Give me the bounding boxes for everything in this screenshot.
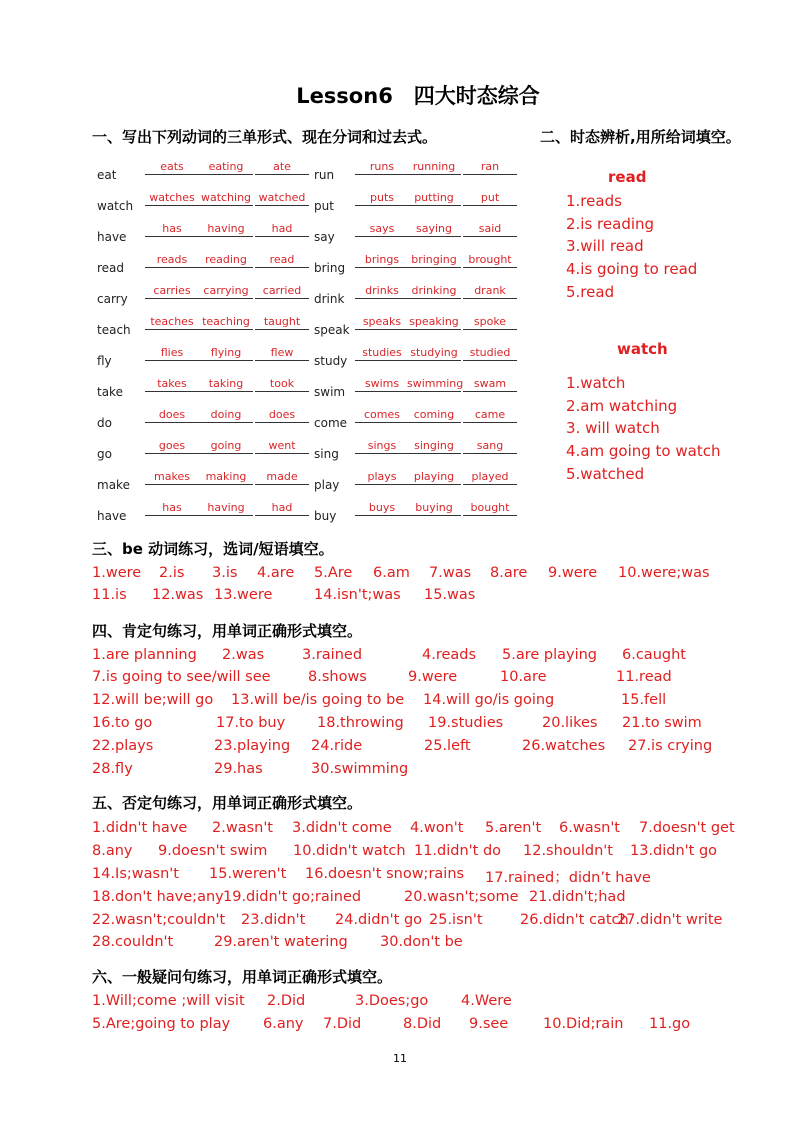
verb-form: goes [145, 439, 199, 454]
verb-row [97, 253, 527, 284]
answer-line [92, 934, 772, 956]
tense-word-label: read [608, 168, 647, 186]
verb-form: brings [355, 253, 409, 268]
verb-form: speaking [407, 315, 461, 330]
verb-form: played [463, 470, 517, 485]
answer-item: 1.Will;come ;will visit [92, 993, 245, 1009]
verb-form: sang [463, 439, 517, 454]
tense-answer: 2.am watching [566, 397, 678, 415]
answer-item: 6.wasn't [559, 820, 620, 836]
verb-form: does [145, 408, 199, 423]
answer-item: 3.didn't come [292, 820, 392, 836]
verb-form: bought [463, 501, 517, 516]
verb-base: teach [97, 323, 131, 337]
answer-item: 12.will be;will go [92, 692, 214, 708]
answer-item: 30.swimming [311, 761, 409, 777]
verb-form: playing [407, 470, 461, 485]
answer-item: 11.didn't do [414, 843, 502, 859]
verb-base: watch [97, 199, 134, 213]
answer-item: 2.Did [267, 993, 306, 1009]
answer-line [92, 889, 772, 911]
verb-form: reading [199, 253, 253, 268]
answer-item: 8.Did [403, 1016, 442, 1032]
tense-answer: 3. will watch [566, 419, 660, 437]
verb-form: studies [355, 346, 409, 361]
answer-item: 22.wasn't;couldn't [92, 912, 226, 928]
section2-heading: 二、时态辨析,用所给词填空。 [540, 128, 741, 146]
answer-item: 13.didn't go [630, 843, 718, 859]
answer-item: 29.has [214, 761, 263, 777]
answer-item: 26.watches [522, 738, 606, 754]
verb-form: teaching [199, 315, 253, 330]
verb-form: buys [355, 501, 409, 516]
answer-item: 7.doesn't get [639, 820, 735, 836]
verb-base: study [314, 354, 348, 368]
verb-base: drink [314, 292, 345, 306]
answer-item: 7.Did [323, 1016, 362, 1032]
answer-item: 5.aren't [485, 820, 542, 836]
section1-heading: 一、写出下列动词的三单形式、现在分词和过去式。 [92, 128, 438, 146]
answer-item: 2.is [159, 565, 185, 581]
answer-item: 19.didn't go;rained [223, 889, 362, 905]
verb-form: swims [355, 377, 409, 392]
verb-form: takes [145, 377, 199, 392]
verb-base: sing [314, 447, 339, 461]
answer-item: 2.was [222, 647, 265, 663]
answer-item: 10.were;was [618, 565, 710, 581]
verb-base: play [314, 478, 340, 492]
answer-item: 15.weren't [209, 866, 287, 882]
answer-item: 14.Is;wasn't [92, 866, 179, 882]
verb-form: studied [463, 346, 517, 361]
verb-base: go [97, 447, 112, 461]
verb-form: flew [255, 346, 309, 361]
answer-line [92, 912, 772, 934]
answer-line [92, 647, 772, 669]
verb-row [97, 408, 527, 439]
answer-line [92, 692, 772, 714]
answer-item: 21.to swim [622, 715, 702, 731]
verb-row [97, 191, 527, 222]
answer-line [92, 1016, 772, 1038]
verb-form: made [255, 470, 309, 485]
verb-row [97, 222, 527, 253]
answer-item: 24.ride [311, 738, 363, 754]
verb-form: saying [407, 222, 461, 237]
answer-line [92, 565, 772, 587]
verb-form: making [199, 470, 253, 485]
tense-answer: 4.is going to read [566, 260, 698, 278]
answer-item: 27.is crying [628, 738, 713, 754]
answer-item: 17.rained；didn’t have [485, 870, 651, 886]
verb-form: came [463, 408, 517, 423]
verb-form: carries [145, 284, 199, 299]
verb-base: bring [314, 261, 346, 275]
verb-form: studying [407, 346, 461, 361]
tense-answer: 1.watch [566, 374, 626, 392]
verb-form: put [463, 191, 517, 206]
verb-base: swim [314, 385, 346, 399]
answer-item: 10.Did;rain [543, 1016, 624, 1032]
verb-form: buying [407, 501, 461, 516]
answer-item: 8.any [92, 843, 133, 859]
answer-item: 5.Are;going to play [92, 1016, 231, 1032]
verb-base: take [97, 385, 123, 399]
verb-form: comes [355, 408, 409, 423]
answer-item: 9.were [408, 669, 458, 685]
verb-form: had [255, 222, 309, 237]
section4-heading: 四、肯定句练习，用单词正确形式填空。 [92, 622, 363, 640]
verb-row [97, 470, 527, 501]
section6-heading: 六、一般疑问句练习，用单词正确形式填空。 [92, 968, 393, 986]
verb-form: flies [145, 346, 199, 361]
tense-word-label: watch [617, 340, 668, 358]
answer-item: 10.are [500, 669, 547, 685]
answer-item: 16.to go [92, 715, 153, 731]
verb-form: took [255, 377, 309, 392]
verb-form: having [199, 501, 253, 516]
verb-form: had [255, 501, 309, 516]
verb-form: taught [255, 315, 309, 330]
answer-item: 7.was [429, 565, 472, 581]
verb-form: coming [407, 408, 461, 423]
answer-item: 12.shouldn't [523, 843, 613, 859]
verb-base: make [97, 478, 130, 492]
verb-form: has [145, 222, 199, 237]
answer-item: 15.was [424, 587, 476, 603]
verb-form: eats [145, 160, 199, 175]
verb-row [97, 439, 527, 470]
section5-heading: 五、否定句练习，用单词正确形式填空。 [92, 794, 363, 812]
verb-base: run [314, 168, 335, 182]
verb-form: flying [199, 346, 253, 361]
answer-item: 11.go [649, 1016, 691, 1032]
answer-item: 10.didn't watch [293, 843, 406, 859]
verb-form: watches [145, 191, 199, 206]
verb-form: drinks [355, 284, 409, 299]
tense-answer: 4.am going to watch [566, 442, 721, 460]
answer-item: 24.didn't go [335, 912, 423, 928]
verb-form: says [355, 222, 409, 237]
answer-item: 12.was [152, 587, 204, 603]
verb-form: taking [199, 377, 253, 392]
answer-item: 4.reads [422, 647, 477, 663]
verb-form: ran [463, 160, 517, 175]
answer-item: 17.to buy [216, 715, 286, 731]
verb-row [97, 160, 527, 191]
answer-item: 14.isn't;was [314, 587, 401, 603]
verb-form: puts [355, 191, 409, 206]
answer-item: 1.were [92, 565, 142, 581]
verb-form: bringing [407, 253, 461, 268]
answer-item: 5.Are [314, 565, 353, 581]
verb-form: putting [407, 191, 461, 206]
answer-item: 28.fly [92, 761, 133, 777]
answer-item: 22.plays [92, 738, 154, 754]
verb-form: teaches [145, 315, 199, 330]
page-title: Lesson6 四大时态综合 [296, 84, 540, 108]
verb-form: swam [463, 377, 517, 392]
answer-item: 7.is going to see/will see [92, 669, 271, 685]
verb-form: said [463, 222, 517, 237]
tense-answer: 2.is reading [566, 215, 655, 233]
verb-base: do [97, 416, 112, 430]
answer-item: 9.doesn't swim [158, 843, 268, 859]
verb-base: have [97, 230, 127, 244]
answer-item: 13.were [214, 587, 273, 603]
answer-item: 9.see [469, 1016, 509, 1032]
verb-base: say [314, 230, 335, 244]
answer-item: 8.are [490, 565, 528, 581]
answer-item: 13.will be/is going to be [231, 692, 405, 708]
answer-item: 15.fell [621, 692, 667, 708]
answer-item: 29.aren't watering [214, 934, 348, 950]
verb-base: eat [97, 168, 117, 182]
verb-form: drinking [407, 284, 461, 299]
verb-base: come [314, 416, 348, 430]
answer-line [92, 993, 772, 1015]
verb-row [97, 377, 527, 408]
verb-form: drank [463, 284, 517, 299]
page-number: 11 [393, 1052, 407, 1065]
answer-line [92, 866, 772, 888]
answer-item: 25.left [424, 738, 471, 754]
verb-form: sings [355, 439, 409, 454]
answer-item: 14.will go/is going [423, 692, 555, 708]
verb-base: have [97, 509, 127, 523]
verb-row [97, 315, 527, 346]
answer-item: 19.studies [428, 715, 504, 731]
answer-line [92, 843, 772, 865]
verb-form: reads [145, 253, 199, 268]
answer-item: 6.caught [622, 647, 686, 663]
answer-line [92, 820, 772, 842]
verb-form: watching [200, 191, 252, 204]
answer-item: 23.didn't [241, 912, 306, 928]
answer-item: 6.any [263, 1016, 304, 1032]
verb-form: singing [407, 439, 461, 454]
answer-item: 4.Were [461, 993, 512, 1009]
answer-item: 5.are playing [502, 647, 598, 663]
answer-item: 3.Does;go [355, 993, 429, 1009]
answer-item: 20.likes [542, 715, 598, 731]
verb-form: brought [463, 253, 517, 268]
answer-item: 18.don't have;any [92, 889, 224, 905]
verb-form: speaks [355, 315, 409, 330]
answer-item: 11.is [92, 587, 127, 603]
verb-form: watched [255, 191, 309, 206]
verb-base: speak [314, 323, 350, 337]
answer-item: 30.don't be [380, 934, 463, 950]
answer-item: 18.throwing [317, 715, 404, 731]
verb-base: read [97, 261, 125, 275]
verb-row [97, 284, 527, 315]
verb-form: running [407, 160, 461, 175]
answer-line [92, 738, 772, 760]
verb-form: carrying [199, 284, 253, 299]
verb-form: went [255, 439, 309, 454]
answer-item: 1.are planning [92, 647, 197, 663]
answer-item: 11.read [616, 669, 672, 685]
verb-form: has [145, 501, 199, 516]
answer-line [92, 669, 772, 691]
verb-form: carried [255, 284, 309, 299]
verb-base: buy [314, 509, 337, 523]
verb-form: going [199, 439, 253, 454]
verb-form: plays [355, 470, 409, 485]
answer-item: 9.were [548, 565, 598, 581]
tense-answer: 5.watched [566, 465, 645, 483]
verb-form: eating [199, 160, 253, 175]
verb-base: put [314, 199, 334, 213]
answer-item: 28.couldn't [92, 934, 174, 950]
verb-form: doing [199, 408, 253, 423]
verb-row [97, 346, 527, 377]
section3-heading: 三、be 动词练习，选词/短语填空。 [92, 540, 334, 558]
verb-form: read [255, 253, 309, 268]
verb-form: runs [355, 160, 409, 175]
verb-form: makes [145, 470, 199, 485]
tense-answer: 3.will read [566, 237, 644, 255]
verb-base: fly [97, 354, 112, 368]
tense-answer: 1.reads [566, 192, 622, 210]
verb-form: does [255, 408, 309, 423]
answer-item: 4.are [257, 565, 295, 581]
verb-row [97, 501, 527, 532]
answer-item: 21.didn't;had [529, 889, 626, 905]
answer-item: 1.didn't have [92, 820, 188, 836]
verb-form: spoke [463, 315, 517, 330]
verb-base: carry [97, 292, 128, 306]
answer-item: 2.wasn't [212, 820, 273, 836]
answer-item: 23.playing [214, 738, 291, 754]
answer-item: 26.didn't catch [520, 912, 629, 928]
answer-item: 3.rained [302, 647, 363, 663]
answer-item: 25.isn't [429, 912, 483, 928]
answer-item: 4.won't [410, 820, 464, 836]
verb-form: having [199, 222, 253, 237]
answer-item: 20.wasn't;some [404, 889, 519, 905]
answer-line [92, 587, 772, 609]
answer-item: 27.didn't write [617, 912, 723, 928]
answer-item: 3.is [212, 565, 238, 581]
answer-item: 6.am [373, 565, 410, 581]
tense-answer: 5.read [566, 283, 615, 301]
answer-item: 16.doesn't snow;rains [305, 866, 465, 882]
verb-form: swimming [407, 377, 464, 390]
answer-item: 8.shows [308, 669, 367, 685]
answer-line [92, 715, 772, 737]
verb-form: ate [255, 160, 309, 175]
answer-line [92, 761, 772, 783]
